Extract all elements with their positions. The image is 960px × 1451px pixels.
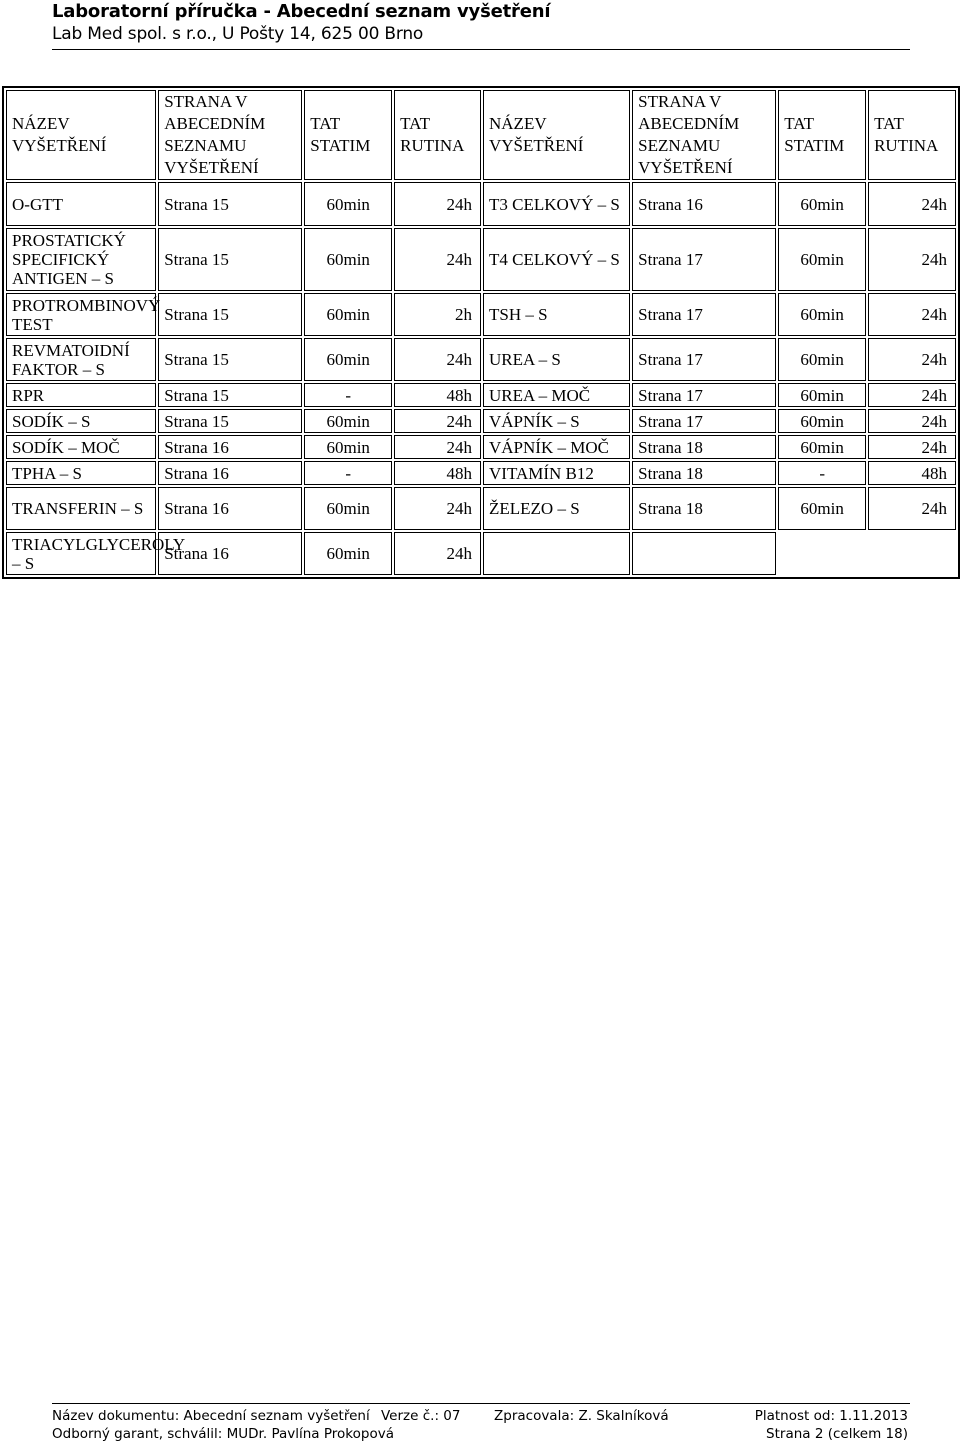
footer-line-2 [52, 1426, 910, 1444]
exam-name: O-GTT [6, 182, 156, 226]
tat-statim: 60min [778, 383, 866, 407]
tat-statim: 60min [304, 228, 392, 291]
tat-rutina: 24h [394, 228, 481, 291]
page-header [52, 0, 910, 50]
document-name: Název dokumentu: Abecední seznam vyšetření [52, 1408, 370, 1424]
page-ref: Strana 16 [158, 435, 302, 459]
page-number: Strana 2 (celkem 18) [766, 1426, 908, 1442]
tat-statim: 60min [778, 409, 866, 433]
table-row [6, 461, 956, 485]
tat-statim: 60min [304, 293, 392, 336]
tat-statim: 60min [304, 182, 392, 226]
exam-name: TRANSFERIN – S [6, 487, 156, 530]
exam-name: PROTROMBINOVÝ TEST [6, 293, 156, 336]
table-row [6, 532, 956, 575]
exam-name: UREA – S [483, 338, 630, 381]
tat-rutina: 48h [394, 461, 481, 485]
empty-cell [778, 532, 866, 575]
tat-rutina: 24h [868, 338, 956, 381]
column-header: NÁZEV VYŠETŘENÍ [483, 90, 630, 180]
tat-rutina: 24h [394, 338, 481, 381]
company-address: Lab Med spol. s r.o., U Pošty 14, 625 00 Brno [52, 24, 424, 44]
tat-statim: - [304, 383, 392, 407]
exam-name: SODÍK – MOČ [6, 435, 156, 459]
tat-statim: - [304, 461, 392, 485]
tat-statim: 60min [304, 409, 392, 433]
tat-rutina: 24h [394, 532, 481, 575]
document-title: Laboratorní příručka - Abecední seznam vyšetření [52, 1, 551, 22]
page-ref: Strana 16 [632, 182, 776, 226]
page-ref: Strana 17 [632, 338, 776, 381]
tat-statim: - [778, 461, 866, 485]
tat-statim: 60min [778, 435, 866, 459]
tat-statim: 60min [778, 293, 866, 336]
exam-name: VÁPNÍK – S [483, 409, 630, 433]
page-ref: Strana 15 [158, 228, 302, 291]
page-ref: Strana 17 [632, 409, 776, 433]
page-ref: Strana 17 [632, 228, 776, 291]
tat-statim: 60min [304, 338, 392, 381]
empty-cell [868, 532, 956, 575]
footer-line-1 [52, 1408, 910, 1426]
exam-name: TSH – S [483, 293, 630, 336]
exam-name [483, 532, 630, 575]
table-row [6, 338, 956, 381]
tat-rutina: 24h [394, 409, 481, 433]
page-ref: Strana 16 [158, 487, 302, 530]
tat-rutina: 48h [868, 461, 956, 485]
page-ref: Strana 16 [158, 532, 302, 575]
column-header: NÁZEV VYŠETŘENÍ [6, 90, 156, 180]
table-row [6, 293, 956, 336]
table-row [6, 228, 956, 291]
page-ref: Strana 15 [158, 383, 302, 407]
tat-rutina: 24h [868, 409, 956, 433]
footer-divider [52, 1403, 910, 1404]
exam-name: VITAMÍN B12 [483, 461, 630, 485]
table-row [6, 182, 956, 226]
page-ref: Strana 17 [632, 383, 776, 407]
column-header: TAT RUTINA [868, 90, 956, 180]
exam-name: ŽELEZO – S [483, 487, 630, 530]
table-header-row [6, 90, 956, 180]
tat-statim: 60min [778, 487, 866, 530]
exam-name: TRIACYLGLYCEROLY – S [6, 532, 156, 575]
table-row [6, 435, 956, 459]
tat-statim: 60min [304, 435, 392, 459]
page-ref [632, 532, 776, 575]
tat-rutina: 24h [394, 435, 481, 459]
tat-rutina: 24h [868, 182, 956, 226]
page-ref: Strana 15 [158, 182, 302, 226]
table-row [6, 409, 956, 433]
exam-table [2, 86, 960, 579]
column-header: TAT STATIM [778, 90, 866, 180]
exam-name: RPR [6, 383, 156, 407]
tat-rutina: 2h [394, 293, 481, 336]
header-divider [52, 49, 910, 50]
tat-rutina: 24h [868, 487, 956, 530]
page-ref: Strana 18 [632, 435, 776, 459]
exam-name: REVMATOIDNÍ FAKTOR – S [6, 338, 156, 381]
tat-rutina: 24h [868, 293, 956, 336]
exam-name: T4 CELKOVÝ – S [483, 228, 630, 291]
tat-rutina: 24h [868, 383, 956, 407]
exam-name: SODÍK – S [6, 409, 156, 433]
page-ref: Strana 18 [632, 461, 776, 485]
valid-from: Platnost od: 1.11.2013 [754, 1408, 908, 1424]
exam-name: VÁPNÍK – MOČ [483, 435, 630, 459]
tat-rutina: 48h [394, 383, 481, 407]
column-header: TAT RUTINA [394, 90, 481, 180]
page-ref: Strana 15 [158, 293, 302, 336]
page-ref: Strana 16 [158, 461, 302, 485]
column-header: STRANA V ABECEDNÍM SEZNAMU VYŠETŘENÍ [632, 90, 776, 180]
column-header: STRANA V ABECEDNÍM SEZNAMU VYŠETŘENÍ [158, 90, 302, 180]
tat-statim: 60min [304, 532, 392, 575]
exam-table-wrapper [2, 86, 960, 579]
tat-rutina: 24h [394, 487, 481, 530]
tat-statim: 60min [778, 228, 866, 291]
page-ref: Strana 18 [632, 487, 776, 530]
exam-name: T3 CELKOVÝ – S [483, 182, 630, 226]
guarantor: Odborný garant, schválil: MUDr. Pavlína Prokopová [52, 1426, 394, 1442]
table-row [6, 487, 956, 530]
column-header: TAT STATIM [304, 90, 392, 180]
exam-name: UREA – MOČ [483, 383, 630, 407]
page-ref: Strana 15 [158, 409, 302, 433]
tat-statim: 60min [304, 487, 392, 530]
tat-statim: 60min [778, 182, 866, 226]
table-row [6, 383, 956, 407]
exam-name: TPHA – S [6, 461, 156, 485]
tat-statim: 60min [778, 338, 866, 381]
prepared-by: Zpracovala: Z. Skalníková [494, 1408, 669, 1424]
tat-rutina: 24h [394, 182, 481, 226]
page-ref: Strana 15 [158, 338, 302, 381]
tat-rutina: 24h [868, 228, 956, 291]
page-footer [52, 1403, 910, 1444]
exam-name: PROSTATICKÝ SPECIFICKÝ ANTIGEN – S [6, 228, 156, 291]
page-ref: Strana 17 [632, 293, 776, 336]
tat-rutina: 24h [868, 435, 956, 459]
document-version: Verze č.: 07 [381, 1408, 461, 1424]
